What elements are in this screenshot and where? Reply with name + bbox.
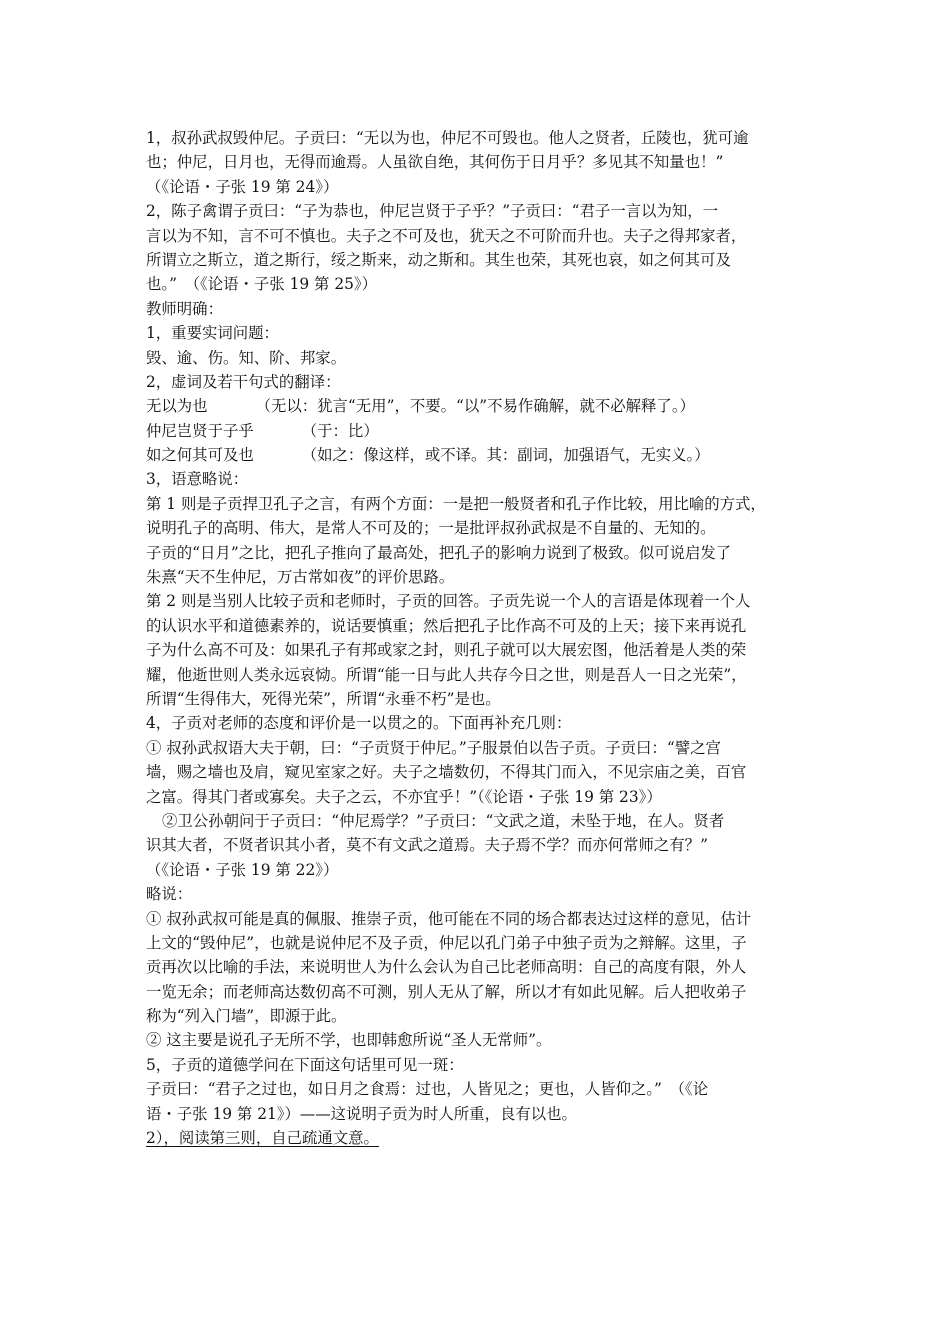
text-line: 子贡曰：“君子之过也，如日月之食焉：过也，人皆见之；更也，人皆仰之。” （《论	[146, 1080, 709, 1099]
text-line: 称为“列入门墙”，即源于此。	[146, 1007, 347, 1026]
text-line: 一览无余；而老师高达数仞高不可测，别人无从了解，所以才有如此见解。后人把收弟子	[146, 982, 747, 1001]
subsection-heading: 3，语意略说：	[146, 470, 249, 489]
translation-phrase: 无以为也	[146, 397, 208, 416]
text-line: 1，叔孙武叔毁仲尼。子贡曰：“无以为也，仲尼不可毁也。他人之贤者，丘陵也，犹可逾	[146, 129, 749, 147]
text-line: 所谓立之斯立，道之斯行，绥之斯来，动之斯和。其生也荣，其死也哀，如之何其可及	[146, 250, 731, 269]
translation-note: （如之：像这样，或不译。其：副词，加强语气，无实义。）	[301, 446, 710, 465]
translation-row	[146, 394, 806, 418]
section-heading: 略说：	[146, 885, 193, 904]
text-line: 语・子张 19 第 21》）——这说明子贡为时人所重，良有以也。	[146, 1104, 577, 1123]
translation-phrase: 仲尼岂贤于子乎	[146, 421, 254, 440]
section-heading: 教师明确：	[146, 299, 223, 318]
text-line: 上文的“毁仲尼”，也就是说仲尼不及子贡，仲尼以孔门弟子中独子贡为之辩解。这里，子	[146, 933, 747, 952]
subsection-heading: 4，子贡对老师的态度和评价是一以贯之的。下面再补充几则：	[146, 714, 572, 733]
text-line: ② 这主要是说孔子无所不学，也即韩愈所说“圣人无常师”。	[146, 1031, 552, 1050]
text-line: 贡再次以比喻的手法，来说明世人为什么会认为自己比老师高明：自己的高度有限，外人	[146, 958, 747, 977]
text-line: 子为什么高不可及：如果孔子有邦或家之封，则孔子就可以大展宏图，他活着是人类的荣	[146, 641, 747, 660]
text-line: 识其大者，不贤者识其小者，莫不有文武之道焉。夫子焉不学？而亦何常师之有？”	[146, 836, 708, 855]
text-line: 墙，赐之墙也及肩，窥见室家之好。夫子之墙数仞，不得其门而入，不见宗庙之美，百官	[146, 763, 747, 782]
citation-line: （《论语・子张 19 第 24》）	[146, 177, 339, 196]
text-line: 2，陈子禽谓子贡曰：“子为恭也，仲尼岂贤于子乎？”子贡曰：“君子一言以为知，一	[146, 202, 719, 221]
text-line: ① 叔孙武叔可能是真的佩服、推崇子贡，他可能在不同的场合都表达过这样的意见，估计	[146, 909, 752, 928]
text-line: 耀，他逝世则人类永远哀恸。所谓“能一日与此人共存今日之世，则是吾人一日之光荣”，	[146, 665, 747, 684]
text-line: ① 叔孙武叔语大夫于朝，曰：“子贡贤于仲尼。”子服景伯以告子贡。子贡曰：“譬之宫	[146, 738, 721, 757]
text-line: 朱熹“天不生仲尼，万古常如夜”的评价思路。	[146, 568, 455, 587]
subsection-heading: 2，虚词及若干句式的翻译：	[146, 372, 341, 391]
subsection-heading: 5，子贡的道德学问在下面这句话里可见一斑：	[146, 1055, 464, 1074]
text-line: 之富。得其门者或寡矣。夫子之云，不亦宜乎！”（《论语・子张 19 第 23》）	[146, 787, 662, 806]
text-line: 所谓“生得伟大，死得光荣”，所谓“永垂不朽”是也。	[146, 689, 501, 708]
text-line: 说明孔子的高明、伟大，是常人不可及的；一是批评叔孙武叔是不自量的、无知的。	[146, 519, 716, 538]
text-line: 毁、逾、伤。知、阶、邦家。	[146, 348, 347, 367]
text-line: 第 2 则是当别人比较子贡和老师时，子贡的回答。子贡先说一个人的言语是体现着一个人	[146, 592, 751, 611]
text-line: 子贡的“日月”之比，把孔子推向了最高处，把孔子的影响力说到了极致。似可说启发了	[146, 543, 732, 562]
text-line: ②卫公孙朝问于子贡曰：“仲尼焉学？”子贡曰：“文武之道，未坠于地，在人。贤者	[162, 811, 725, 830]
translation-row	[146, 419, 806, 443]
text-line: 的认识水平和道德素养的，说话要慎重；然后把孔子比作高不可及的上天；接下来再说孔	[146, 616, 747, 635]
translation-row	[146, 443, 806, 467]
translation-note: （于：比）	[301, 421, 379, 440]
text-line: 言以为不知，言不可不慎也。夫子之不可及也，犹天之不可阶而升也。夫子之得邦家者，	[146, 226, 747, 245]
text-line: 第 1 则是子贡捍卫孔子之言，有两个方面：一是把一般贤者和孔子作比较，用比喻的方式，	[146, 494, 766, 513]
citation-line: 也。” （《论语・子张 19 第 25》）	[146, 275, 377, 294]
translation-phrase: 如之何其可及也	[146, 446, 254, 465]
translation-note: （无以：犹言“无用”，不要。“以”不易作确解，就不必解释了。）	[255, 397, 695, 416]
text-line: 也；仲尼，日月也，无得而逾焉。人虽欲自绝，其何伤于日月乎？多见其不知量也！”	[146, 153, 724, 172]
document-page	[146, 126, 806, 1150]
underlined-instruction: 2），阅读第三则，自己疏通文意。	[146, 1129, 379, 1148]
subsection-heading: 1，重要实词问题：	[146, 324, 279, 343]
citation-line: （《论语・子张 19 第 22》）	[146, 860, 339, 879]
